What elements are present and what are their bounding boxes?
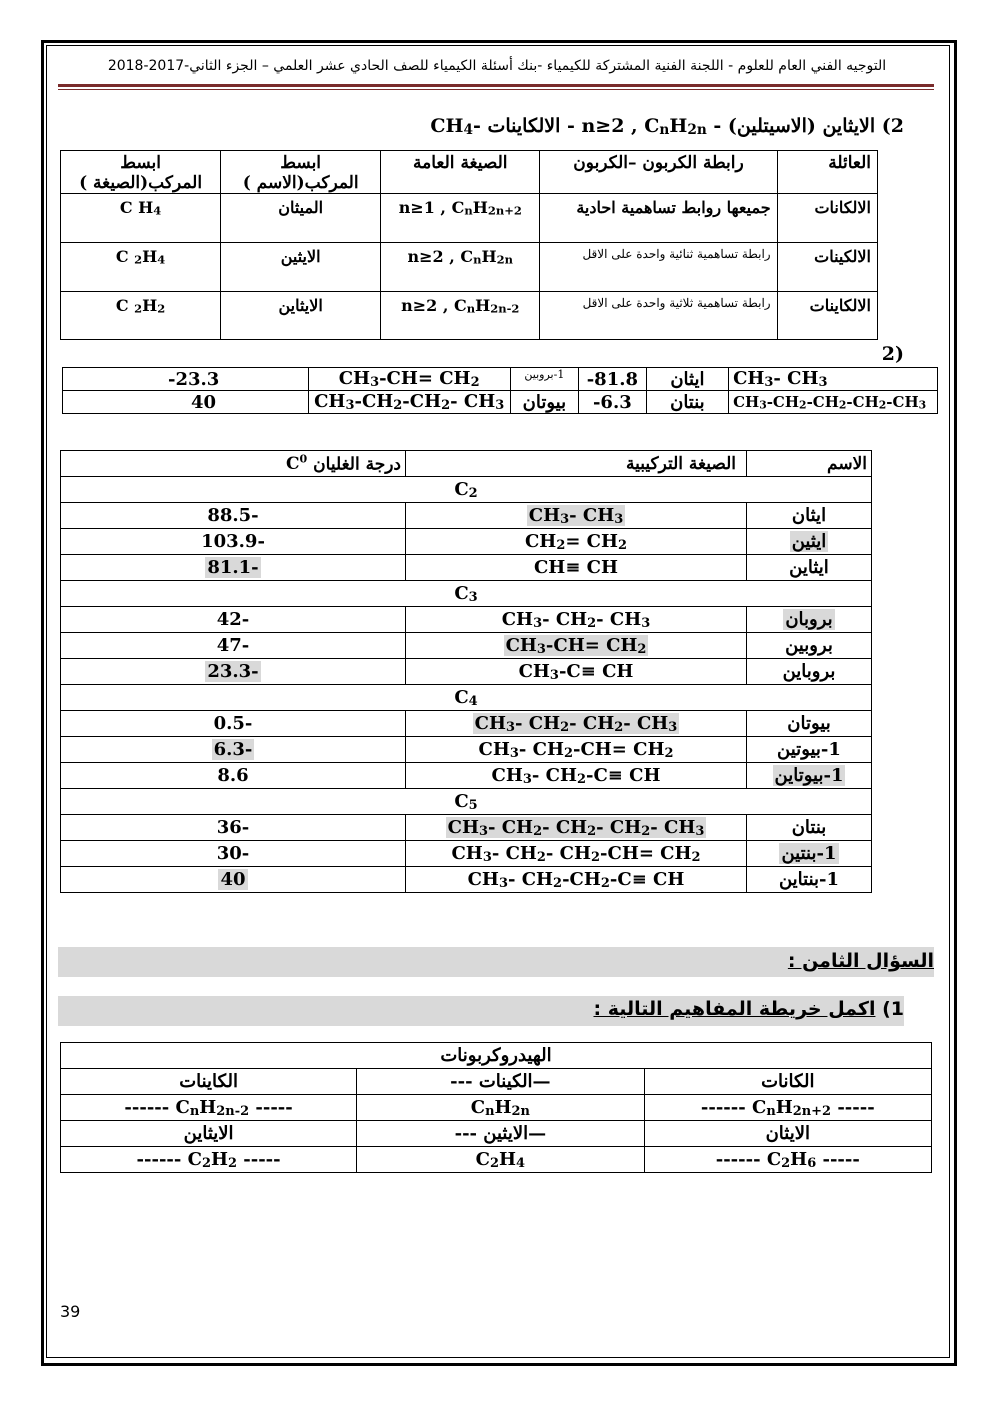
pair-row [63,391,938,414]
pair-formula-2: $CH_3-CH= CH_2$ [308,368,510,391]
compound-name: ايثين [747,529,872,555]
concept-alkanes: الكانات [644,1069,931,1095]
compound-name: بروباين [747,659,872,685]
family-simplest-name: الايثين [221,243,381,292]
compound-row [61,633,872,659]
pair-formula-2: $CH_3-CH_2-CH_2-$ $CH_3$ [308,391,510,414]
compound-bp: 42- [61,607,406,633]
col-formula-header: ابسط المركب(الصيغة ) [61,151,221,194]
family-bond: جميعها روابط تساهمية احادية [540,194,777,243]
col-bond-header: رابطة الكربون –الكربون [540,151,777,194]
compound-bp: 0.5- [61,711,406,737]
question-1-number: 1) [882,998,904,1020]
compound-name: 1-بيوتاين [747,763,872,789]
concept-alkanes-formula: ------ $C_2H_6$ ----- [644,1147,931,1173]
compound-bp: 6.3- [61,737,406,763]
compound-row [61,607,872,633]
compound-bp: 36- [61,815,406,841]
q2-label: (2 [881,343,904,365]
col-general-header: الصيغة العامة [381,151,540,194]
pair-value-2: -23.3 [63,368,309,391]
col-name-header: الاسم [747,451,872,477]
family-simplest-formula: C $_2H_2$ [61,292,221,340]
compound-bp: 40 [61,867,406,893]
family-name: الالكاينات [777,292,877,340]
section-2-number: 2) [881,115,904,137]
compound-name: بنتان [747,815,872,841]
family-bond: رابطة تساهمية ثلاثية واحدة على الاقل [540,292,777,340]
group-label: $C_5$ [61,789,872,815]
pair-value-1: -81.8 [579,368,647,391]
group-label: $C_2$ [61,477,872,503]
compound-row [61,867,872,893]
compound-row [61,555,872,581]
concept-alkenes-example: —الايثين --- [357,1121,644,1147]
compound-name: ايثان [747,503,872,529]
compound-formula: $CH_3-$ $CH_3$ [406,503,747,529]
group-label: $C_3$ [61,581,872,607]
concept-alkenes-formula: $C_2H_4$ [357,1147,644,1173]
group-label: $C_4$ [61,685,872,711]
col-bp-header: درجة الغليان $C^0$ [61,451,406,477]
concept-alkenes-general: $C_nH_{2n}$ [357,1095,644,1121]
family-name: الالكينات [777,243,877,292]
compound-formula: $CH_3-$ $CH_2-CH_2-C\equiv$ CH [406,867,747,893]
compound-formula: $CH_3-C\equiv$ CH [406,659,747,685]
compound-formula: CH≡ CH [406,555,747,581]
compound-bp: 103.9- [61,529,406,555]
boiling-pairs-table [62,367,938,414]
col-name-header: ابسط المركب(الاسم ) [221,151,381,194]
family-general: n≥2 , $C_nH_{2n-2}$ [381,292,540,340]
compound-row [61,503,872,529]
family-simplest-name: الايثاين [221,292,381,340]
compound-formula: $CH_3-$ $CH_2-C\equiv$ CH [406,763,747,789]
compound-name: 1-بنتاين [747,867,872,893]
compound-row [61,711,872,737]
compound-row [61,529,872,555]
compound-name: 1-بنتين [747,841,872,867]
pair-name-1: ايثان [646,368,728,391]
pair-value-1: -6.3 [579,391,647,414]
compound-bp: 47- [61,633,406,659]
family-row [61,292,878,340]
concept-alkynes-formula: ------ $C_2H_2$ ----- [61,1147,357,1173]
compound-name: بروبان [747,607,872,633]
compound-name: 1-بيوتين [747,737,872,763]
concept-alkenes: —الكينات --- [357,1069,644,1095]
family-simplest-formula: C $H_4$ [61,194,221,243]
col-family-header: العائلة [777,151,877,194]
compound-bp: 8.6 [61,763,406,789]
compound-row [61,841,872,867]
compound-formula: $CH_3-$ $CH_2-$ $CH_2-$ $CH_3$ [406,711,747,737]
pair-name-2: 1-بروبين [510,368,578,391]
header-rule-thin [58,89,934,90]
family-bond: رابطة تساهمية ثنائية واحدة على الاقل [540,243,777,292]
section-2-title [430,115,904,138]
compound-bp: 81.1- [61,555,406,581]
compound-bp: 88.5- [61,503,406,529]
families-table [60,150,878,340]
compound-formula: $CH_3-$ $CH_2-$ $CH_3$ [406,607,747,633]
family-simplest-name: الميثان [221,194,381,243]
family-simplest-formula: C $_2H_4$ [61,243,221,292]
pair-name-1: بنتان [646,391,728,414]
compound-row [61,737,872,763]
compound-formula: $CH_3-$ $CH_2-$ $CH_2-CH= CH_2$ [406,841,747,867]
pair-formula-1: $CH_3-$ $CH_3$ [729,368,938,391]
question-1-text: اكمل خريطة المفاهيم التالية : [593,998,876,1020]
family-row [61,243,878,292]
question-8-label: السؤال الثامن : [787,950,934,972]
compound-formula: $CH_3-CH= CH_2$ [406,633,747,659]
compounds-table [60,450,872,893]
pair-formula-1: $CH_3-CH_2-CH_2-CH_2-CH_3$ [729,391,938,414]
concept-alkynes-general: ------ $C_nH_{2n-2}$ ----- [61,1095,357,1121]
family-row [61,194,878,243]
col-structure-header: الصيغة التركيبية [406,451,747,477]
compound-formula: $CH_3-$ $CH_2-CH= CH_2$ [406,737,747,763]
family-name: الالكانات [777,194,877,243]
pair-name-2: بيوتان [510,391,578,414]
compound-name: ايثاين [747,555,872,581]
concept-alkanes-general: ------ $C_nH_{2n+2}$ ----- [644,1095,931,1121]
compound-row [61,659,872,685]
compound-row [61,815,872,841]
family-general: n≥2 , $C_nH_{2n}$ [381,243,540,292]
concept-alkynes-example: الايثاين [61,1121,357,1147]
pair-row [63,368,938,391]
concept-map-table [60,1042,932,1173]
compound-row [61,763,872,789]
concept-alkanes-example: الايثان [644,1121,931,1147]
compound-formula: $CH_2= CH_2$ [406,529,747,555]
page-number: 39 [60,1302,81,1321]
section-2-text-rendered: الايثاين (الاسيتلين) - n≥2 , $C_nH_{2n}$ - الالكاينات $-CH_4$ [430,115,876,139]
family-general: n≥1 , $C_nH_{2n+2}$ [381,194,540,243]
concept-alkynes: الكاينات [61,1069,357,1095]
pair-value-2: 40 [63,391,309,414]
question-1-label [593,998,904,1020]
concept-map-title: الهيدروكربونات [61,1043,932,1069]
header-rule [58,84,934,87]
compound-name: بيوتان [747,711,872,737]
compound-formula: $CH_3-$ $CH_2-$ $CH_2-$ $CH_2-$ $CH_3$ [406,815,747,841]
compound-bp: 30- [61,841,406,867]
compound-name: بروبين [747,633,872,659]
page-header: التوجيه الفني العام للعلوم - اللجنة الفنية المشتركة للكيمياء -بنك أسئلة الكيمياء للصف الحادي عشر العلمي – الجزء الثاني-2017-2018 [107,58,887,74]
compound-bp: 23.3- [61,659,406,685]
